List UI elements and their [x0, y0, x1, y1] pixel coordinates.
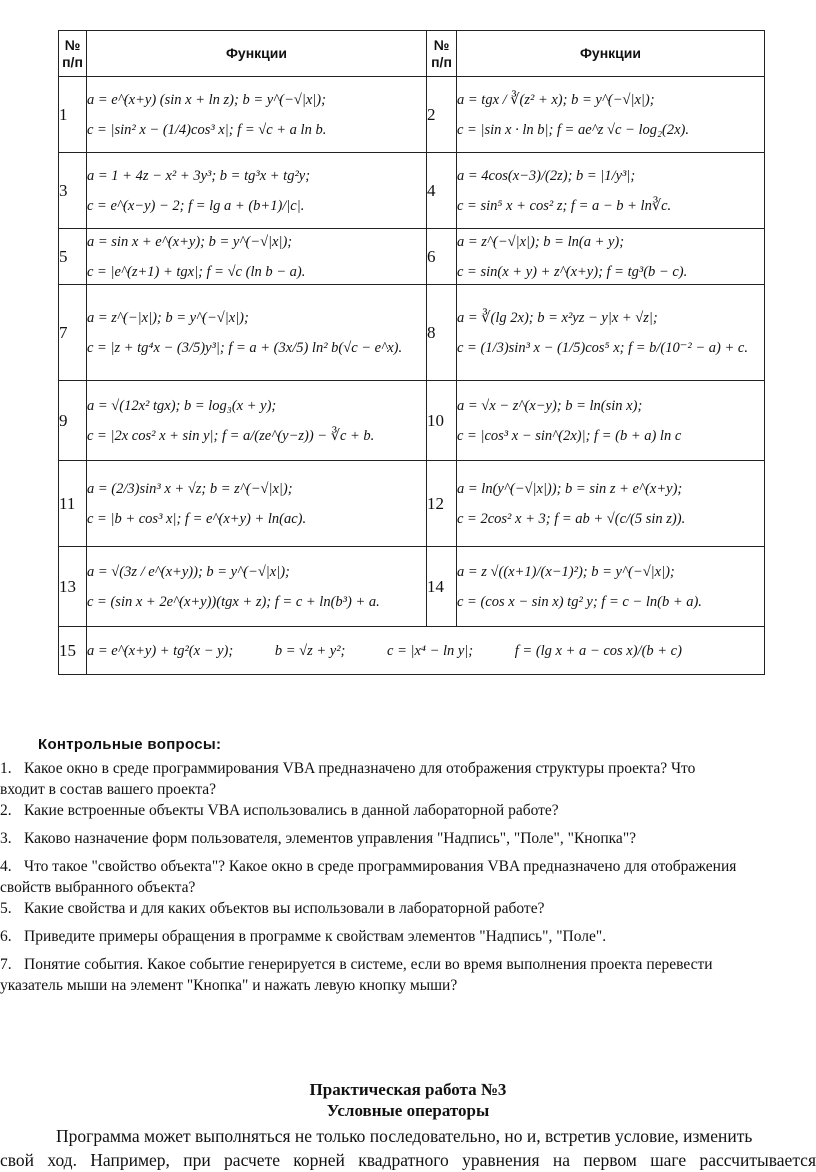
formula-line: c = sin(x + y) + z^(x+y); f = tg³(b − c). — [457, 263, 688, 280]
row-number: 5 — [59, 229, 87, 285]
question-number: 5. — [0, 900, 12, 917]
row-number: 1 — [59, 77, 87, 153]
row-number: 15 — [59, 627, 87, 675]
question-text: Каково назначение форм пользователя, элементов управления "Надпись", "Поле", "Кнопка"? — [24, 830, 637, 847]
formula-line: a = e^(x+y) (sin x + ln z); b = y^(−√|x|); — [87, 91, 326, 108]
formula-cell — [87, 153, 427, 229]
questions-title: Контрольные вопросы: — [38, 736, 222, 753]
formula-line: c = |b + cos³ x|; f = e^(x+y) + ln(ac). — [87, 510, 307, 527]
question-text: Какие свойства и для каких объектов вы использовали в лабораторной работе? — [24, 900, 545, 917]
question-text: Какие встроенные объекты VBA использовались в данной лабораторной работе? — [24, 802, 559, 819]
row-number: 11 — [59, 461, 87, 547]
question-item — [0, 954, 812, 996]
table-row — [59, 285, 765, 381]
section-subtitle: Условные операторы — [326, 1101, 490, 1120]
question-item — [0, 828, 812, 849]
question-number: 1. — [0, 760, 12, 777]
formula-cell — [87, 547, 427, 627]
formula-cell — [87, 381, 427, 461]
formula-cell — [457, 461, 765, 547]
functions-table — [58, 30, 765, 675]
formula-line: c = |z + tg⁴x − (3/5)y³|; f = a + (3x/5) ln² b(√c − e^x). — [87, 339, 403, 356]
formula-cell — [87, 285, 427, 381]
formula-line: c = |sin² x − (1/4)cos³ x|; f = √c + a ln b. — [87, 121, 327, 138]
question-text: Что такое "свойство объекта"? Какое окно в среде программирования VBA предназначено для отображения — [24, 858, 737, 875]
question-text-continued: входит в состав вашего проекта? — [0, 781, 217, 798]
formula-line: a = sin x + e^(x+y); b = y^(−√|x|); — [87, 233, 293, 250]
formula-cell — [457, 381, 765, 461]
table-row — [59, 627, 765, 675]
formula-line: a = z^(−|x|); b = y^(−√|x|); — [87, 309, 249, 326]
question-item — [0, 856, 812, 898]
question-text: Понятие события. Какое событие генерируется в системе, если во время выполнения проекта перевести — [24, 956, 713, 973]
formula-line: c = |2x cos² x + sin y|; f = a/(ze^(y−z)) − ∛c + b. — [87, 427, 375, 444]
question-text: Приведите примеры обращения в программе к свойствам элементов "Надпись", "Поле". — [24, 928, 607, 945]
question-number: 2. — [0, 802, 12, 819]
formula: b = √z + y²; — [274, 642, 346, 659]
formula-line: c = |cos³ x − sin^(2x)|; f = (b + a) ln c — [457, 427, 682, 444]
question-text: Какое окно в среде программирования VBA предназначено для отображения структуры проекта? Что — [24, 760, 696, 777]
formula-line: c = e^(x−y) − 2; f = lg a + (b+1)/|c|. — [87, 197, 305, 214]
question-item — [0, 926, 812, 947]
formula-line: c = (1/3)sin³ x − (1/5)cos⁵ x; f = b/(10⁻² − a) + c. — [457, 339, 748, 356]
formula-line: c = (sin x + 2e^(x+y))(tgx + z); f = c + ln(b³) + a. — [87, 593, 380, 610]
row-number: 3 — [59, 153, 87, 229]
col-header-functions-right: Функции — [457, 31, 765, 77]
formula-cell — [457, 285, 765, 381]
formula-line: a = √(3z / e^(x+y)); b = y^(−√|x|); — [87, 563, 290, 580]
formula-cell — [457, 547, 765, 627]
question-number: 3. — [0, 830, 12, 847]
formula-line: a = tgx / ∛(z² + x); b = y^(−√|x|); — [457, 91, 655, 108]
paragraph-line: свой ход. Например, при расчете корней квадратного уравнения на первом шаге рассчитывается — [0, 1150, 816, 1170]
formula-line: a = ln(y^(−√|x|)); b = sin z + e^(x+y); — [457, 480, 683, 497]
table-row — [59, 381, 765, 461]
formula-line: c = |e^(z+1) + tgx|; f = √c (ln b − a). — [87, 263, 306, 280]
row-number: 2 — [427, 77, 457, 153]
row-number: 7 — [59, 285, 87, 381]
formula-line: c = 2cos² x + 3; f = ab + √(c/(5 sin z)). — [457, 510, 686, 527]
row-number: 6 — [427, 229, 457, 285]
table-row — [59, 229, 765, 285]
table-header-row — [59, 31, 765, 77]
formula-line: a = z √((x+1)/(x−1)²); b = y^(−√|x|); — [457, 563, 675, 580]
table-row — [59, 153, 765, 229]
paragraph-line: Программа может выполняться не только последовательно, но и, встретив условие, изменить — [56, 1126, 753, 1146]
formula-line: a = √x − z^(x−y); b = ln(sin x); — [457, 397, 643, 414]
formula-cell — [87, 77, 427, 153]
question-item — [0, 758, 812, 800]
formula-line: a = (2/3)sin³ x + √z; b = z^(−√|x|); — [87, 480, 293, 497]
formula-line: a = ∛(lg 2x); b = x²yz − y|x + √z|; — [457, 309, 658, 326]
formula: f = (lg x + a − cos x)/(b + c) — [514, 642, 682, 659]
formula-cell — [87, 229, 427, 285]
formula-line: c = (cos x − sin x) tg² y; f = c − ln(b + a). — [457, 593, 702, 610]
question-number: 7. — [0, 956, 12, 973]
question-item — [0, 898, 812, 919]
row-number: 10 — [427, 381, 457, 461]
row-number: 13 — [59, 547, 87, 627]
body-paragraph — [0, 1124, 816, 1172]
row-number: 14 — [427, 547, 457, 627]
row-number: 12 — [427, 461, 457, 547]
table-row — [59, 77, 765, 153]
question-number: 4. — [0, 858, 12, 875]
formula-cell — [87, 461, 427, 547]
row-number: 9 — [59, 381, 87, 461]
question-number: 6. — [0, 928, 12, 945]
col-header-num-left: № п/п — [59, 31, 87, 77]
practical-work-title: Практическая работа №3 — [309, 1080, 507, 1099]
row-number: 8 — [427, 285, 457, 381]
formula-line: c = sin⁵ x + cos² z; f = a − b + ln∛c. — [457, 197, 672, 214]
question-text-continued: свойств выбранного объекта? — [0, 879, 196, 896]
formula-line: a = 1 + 4z − x² + 3y³; b = tg³x + tg²y; — [87, 167, 311, 184]
row-number: 4 — [427, 153, 457, 229]
formula-line: c = |sin x · ln b|; f = ae^z √c − log₂(2x). — [457, 121, 690, 138]
formula-line: a = z^(−√|x|); b = ln(a + y); — [457, 233, 625, 250]
formula-cell — [457, 153, 765, 229]
col-header-num-right: № п/п — [427, 31, 457, 77]
formula: c = |x⁴ − ln y|; — [387, 642, 474, 659]
question-item — [0, 800, 812, 821]
table-row — [59, 547, 765, 627]
formula-cell — [457, 77, 765, 153]
formula: a = e^(x+y) + tg²(x − y); — [87, 642, 234, 659]
formula-cell — [87, 627, 765, 675]
formula-line: a = √(12x² tgx); b = log₃(x + y); — [87, 397, 277, 414]
formula-line: a = 4cos(x−3)/(2z); b = |1/y³|; — [457, 167, 636, 184]
formula-cell — [457, 229, 765, 285]
col-header-functions-left: Функции — [87, 31, 427, 77]
table-row — [59, 461, 765, 547]
question-text-continued: указатель мыши на элемент "Кнопка" и нажать левую кнопку мыши? — [0, 977, 458, 994]
